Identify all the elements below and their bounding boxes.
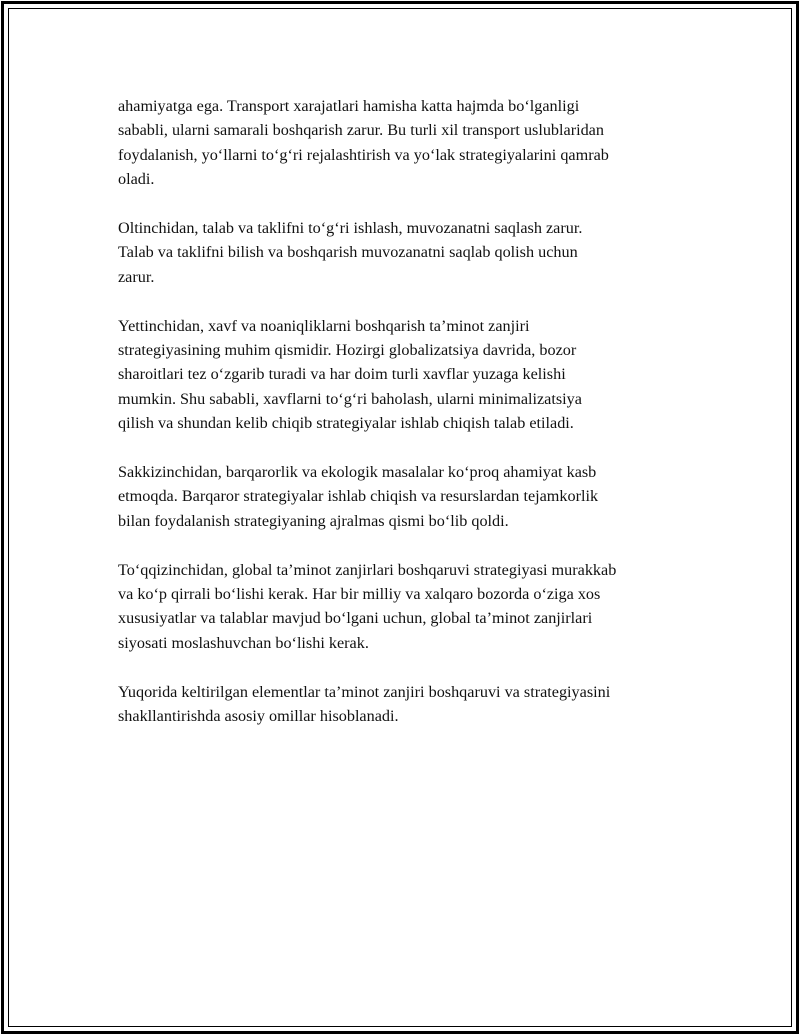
document-body (118, 94, 718, 753)
paragraph-transport: ahamiyatga ega. Transport xarajatlari hamisha katta hajmda bo‘lganligi sababli, ularni samarali boshqarish zarur. Bu turli xil transport uslublaridan foydalanish, yo‘llarni to‘g‘ri rejalashtirish va yo‘lak strategiyalarini qamrab oladi. (118, 97, 609, 189)
paragraph-ninth: To‘qqizinchidan, global ta’minot zanjirlari boshqaruvi strategiyasi murakkab va ko‘p qirrali bo‘lishi kerak. Har bir milliy va xalqaro bozorda o‘ziga xos xususiyatlar va talablar mavjud bo‘lgani uchun, global ta’minot zanjirlari siyosati moslashuvchan bo‘lishi kerak. (118, 560, 617, 652)
paragraph-eighth: Sakkizinchidan, barqarorlik va ekologik masalalar ko‘proq ahamiyat kasb etmoqda. Barqaror strategiyalar ishlab chiqish va resurslardan tejamkorlik bilan foydalanish strategiyaning ajralmas qismi bo‘lib qoldi. (118, 463, 599, 530)
paragraph-conclusion: Yuqorida keltirilgan elementlar ta’minot zanjiri boshqaruvi va strategiyasini shakllantirishda asosiy omillar hisoblanadi. (118, 682, 611, 726)
paragraph-seventh: Yettinchidan, xavf va noaniqliklarni boshqarish ta’minot zanjiri strategiyasining muhim qismidir. Hozirgi globalizatsiya davrida, bozor sharoitlari tez o‘zgarib turadi va har doim turli xavflar yuzaga kelishi mumkin. Shu sababli, xavflarni to‘g‘ri baholash, ularni minimalizatsiya qilish va shundan kelib chiqib strategiyalar ishlab chiqish talab etiladi. (118, 316, 582, 433)
paragraph-sixth: Oltinchidan, talab va taklifni to‘g‘ri ishlash, muvozanatni saqlash zarur. Talab va taklifni bilish va boshqarish muvozanatni saqlab qolish uchun zarur. (118, 219, 583, 286)
